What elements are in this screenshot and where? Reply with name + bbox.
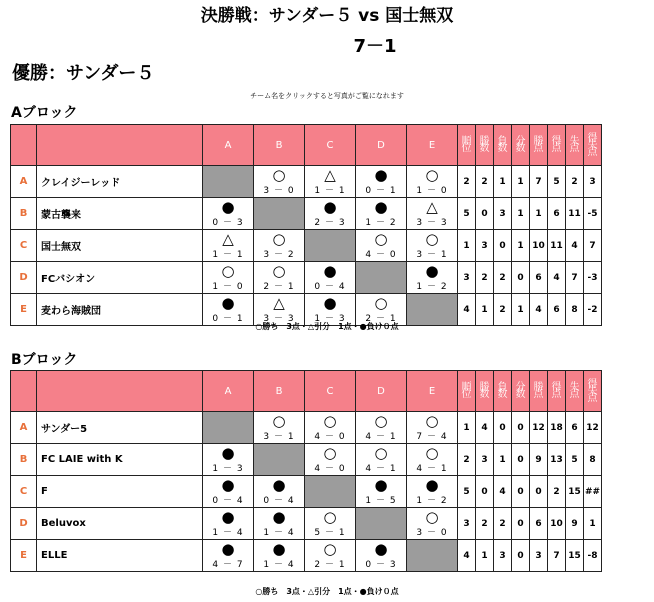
stat-cell: 11 — [548, 230, 566, 262]
result-score: 3 － 3 — [416, 218, 448, 228]
stat-cell: 1 — [512, 198, 530, 230]
stat-cell: 4 — [458, 540, 476, 572]
row-letter: B — [11, 444, 37, 476]
col-header-b: B — [254, 125, 305, 166]
result-symbol: ● — [272, 540, 286, 558]
self-match-cell — [407, 540, 458, 572]
result-score: 4 － 1 — [416, 464, 448, 474]
stat-cell: 10 — [548, 508, 566, 540]
stat-cell: 2 — [494, 294, 512, 326]
match-result-cell — [407, 198, 458, 230]
match-result-cell — [407, 444, 458, 476]
match-result-cell — [305, 166, 356, 198]
match-result-cell — [356, 294, 407, 326]
stat-header: 勝点 — [530, 371, 548, 412]
block-b-table — [10, 370, 602, 572]
col-header-c: C — [305, 371, 356, 412]
stat-cell: 4 — [494, 476, 512, 508]
stat-cell: 5 — [566, 444, 584, 476]
team-row — [11, 412, 602, 444]
row-letter: C — [11, 230, 37, 262]
block-b-legend: ○勝ち 3点・△引分 1点・●負け０点 — [255, 587, 399, 596]
result-score: 1 － 4 — [212, 528, 244, 538]
stat-header: 順位 — [458, 371, 476, 412]
result-score: 3 － 1 — [416, 250, 448, 260]
match-result-cell — [305, 540, 356, 572]
team-name-link[interactable]: ELLE — [41, 550, 68, 561]
result-score: 2 － 1 — [365, 314, 397, 324]
match-result-cell — [254, 262, 305, 294]
stat-cell: 1 — [512, 230, 530, 262]
result-symbol: ● — [221, 294, 235, 312]
stat-cell: 0 — [512, 262, 530, 294]
result-score: 3 － 2 — [263, 250, 295, 260]
stat-cell: 6 — [566, 412, 584, 444]
stat-cell: 4 — [476, 412, 494, 444]
stat-cell: 7 — [584, 230, 602, 262]
stat-cell: 3 — [494, 198, 512, 230]
stat-header: 失点 — [566, 125, 584, 166]
result-score: 0 － 3 — [212, 218, 244, 228]
match-result-cell — [203, 294, 254, 326]
result-score: 1 － 2 — [416, 282, 448, 292]
result-symbol: ● — [425, 476, 439, 494]
match-result-cell — [305, 294, 356, 326]
result-score: 2 － 1 — [263, 282, 295, 292]
team-name-cell — [37, 412, 203, 444]
result-symbol: ○ — [323, 412, 337, 430]
result-symbol: △ — [222, 230, 234, 248]
match-result-cell — [407, 508, 458, 540]
result-symbol: ● — [221, 444, 235, 462]
self-match-cell — [254, 198, 305, 230]
result-score: 1 － 3 — [212, 464, 244, 474]
result-score: 3 － 1 — [263, 432, 295, 442]
stat-cell: -2 — [584, 294, 602, 326]
result-score: 3 － 3 — [263, 314, 295, 324]
result-score: 0 － 4 — [212, 496, 244, 506]
match-result-cell — [305, 508, 356, 540]
stat-cell: 8 — [566, 294, 584, 326]
match-result-cell — [356, 166, 407, 198]
row-letter: A — [11, 412, 37, 444]
result-score: 2 － 1 — [314, 560, 346, 570]
team-name-cell — [37, 476, 203, 508]
result-score: 7 － 4 — [416, 432, 448, 442]
match-result-cell — [305, 412, 356, 444]
result-symbol: ● — [323, 262, 337, 280]
result-symbol: ○ — [272, 262, 286, 280]
result-symbol: ○ — [272, 412, 286, 430]
stat-cell: 6 — [548, 294, 566, 326]
stat-cell: 3 — [494, 540, 512, 572]
self-match-cell — [203, 412, 254, 444]
team-name-link[interactable]: 蒙古襲来 — [41, 210, 81, 221]
stat-cell: 2 — [476, 508, 494, 540]
stat-cell: 5 — [458, 198, 476, 230]
result-score: 4 － 0 — [365, 250, 397, 260]
stat-cell: 12 — [584, 412, 602, 444]
stat-cell: 8 — [584, 444, 602, 476]
header-row — [11, 125, 602, 166]
stat-cell: 1 — [512, 294, 530, 326]
team-name-link[interactable]: クレイジーレッド — [41, 178, 121, 189]
stat-cell: 1 — [494, 444, 512, 476]
team-row — [11, 508, 602, 540]
stat-cell: 3 — [458, 508, 476, 540]
stat-header: 得失点 — [584, 125, 602, 166]
stat-cell: 3 — [476, 230, 494, 262]
result-score: 4 － 0 — [314, 432, 346, 442]
self-match-cell — [305, 476, 356, 508]
stat-cell: 1 — [512, 166, 530, 198]
header-corner — [11, 371, 37, 412]
result-score: 1 － 2 — [416, 496, 448, 506]
stat-cell: 1 — [584, 508, 602, 540]
result-symbol: ● — [221, 540, 235, 558]
stat-cell: 2 — [494, 508, 512, 540]
stat-cell: 1 — [530, 198, 548, 230]
result-score: 0 － 1 — [365, 186, 397, 196]
final-score: 7－1 — [353, 36, 397, 57]
team-name-cell — [37, 294, 203, 326]
result-symbol: ● — [323, 294, 337, 312]
stat-header: 得点 — [548, 125, 566, 166]
stat-header: 失点 — [566, 371, 584, 412]
header-row — [11, 371, 602, 412]
stat-cell: 0 — [494, 412, 512, 444]
result-symbol: ○ — [425, 412, 439, 430]
match-result-cell — [407, 412, 458, 444]
result-symbol: ● — [272, 508, 286, 526]
team-name-link[interactable]: 国士無双 — [41, 242, 81, 253]
result-score: 2 － 3 — [314, 218, 346, 228]
result-score: 1 － 1 — [314, 186, 346, 196]
result-symbol: ● — [221, 508, 235, 526]
match-result-cell — [407, 476, 458, 508]
stat-cell: 15 — [566, 476, 584, 508]
result-symbol: △ — [273, 294, 285, 312]
team-row — [11, 444, 602, 476]
row-letter: D — [11, 508, 37, 540]
result-symbol: ● — [323, 198, 337, 216]
col-header-b: B — [254, 371, 305, 412]
result-score: 1 － 2 — [365, 218, 397, 228]
team-row — [11, 198, 602, 230]
stat-cell: 2 — [458, 444, 476, 476]
stat-cell: -3 — [584, 262, 602, 294]
result-score: 4 － 1 — [365, 432, 397, 442]
stat-cell: 2 — [476, 262, 494, 294]
result-score: 4 － 1 — [365, 464, 397, 474]
stat-cell: 2 — [476, 166, 494, 198]
result-symbol: ● — [272, 476, 286, 494]
result-symbol: ○ — [425, 166, 439, 184]
stat-cell: 10 — [530, 230, 548, 262]
match-result-cell — [407, 230, 458, 262]
stat-cell: 9 — [530, 444, 548, 476]
stat-cell: 1 — [458, 412, 476, 444]
stat-cell: -8 — [584, 540, 602, 572]
self-match-cell — [356, 262, 407, 294]
stat-cell: 2 — [548, 476, 566, 508]
stat-cell: 0 — [512, 508, 530, 540]
block-a-table — [10, 124, 602, 326]
match-result-cell — [254, 230, 305, 262]
result-symbol: ● — [374, 540, 388, 558]
match-result-cell — [407, 166, 458, 198]
match-result-cell — [254, 540, 305, 572]
stat-header: 勝数 — [476, 371, 494, 412]
stat-cell: 5 — [548, 166, 566, 198]
page-title: 決勝戦：サンダー５ vs 国士無双 — [200, 6, 454, 26]
match-result-cell — [203, 540, 254, 572]
result-score: 4 － 0 — [314, 464, 346, 474]
col-header-e: E — [407, 125, 458, 166]
row-letter: A — [11, 166, 37, 198]
stat-cell: 6 — [530, 508, 548, 540]
team-name-cell — [37, 166, 203, 198]
result-score: 4 － 7 — [212, 560, 244, 570]
result-symbol: ○ — [221, 262, 235, 280]
match-result-cell — [356, 412, 407, 444]
stat-cell: 3 — [530, 540, 548, 572]
row-letter: D — [11, 262, 37, 294]
team-row — [11, 262, 602, 294]
stat-cell: 1 — [476, 540, 494, 572]
match-result-cell — [254, 166, 305, 198]
stat-cell: 7 — [566, 262, 584, 294]
match-result-cell — [407, 262, 458, 294]
stat-header: 勝点 — [530, 125, 548, 166]
self-match-cell — [254, 444, 305, 476]
team-name-cell — [37, 262, 203, 294]
stat-header: 順位 — [458, 125, 476, 166]
block-a-title: Aブロック — [11, 105, 78, 121]
team-name-link[interactable]: F — [41, 486, 48, 497]
result-score: 3 － 0 — [263, 186, 295, 196]
stat-cell: 0 — [512, 476, 530, 508]
match-result-cell — [203, 262, 254, 294]
col-header-d: D — [356, 371, 407, 412]
stat-cell: 2 — [566, 166, 584, 198]
self-match-cell — [356, 508, 407, 540]
match-result-cell — [356, 198, 407, 230]
team-name-link[interactable]: Beluvox — [41, 518, 86, 529]
stat-cell: 2 — [494, 262, 512, 294]
stat-cell: -5 — [584, 198, 602, 230]
stat-cell: 5 — [458, 476, 476, 508]
team-row — [11, 166, 602, 198]
team-name-cell — [37, 508, 203, 540]
team-row — [11, 476, 602, 508]
stat-cell: 18 — [548, 412, 566, 444]
header-corner — [11, 125, 37, 166]
match-result-cell — [305, 444, 356, 476]
match-result-cell — [203, 230, 254, 262]
result-score: 1 － 0 — [416, 186, 448, 196]
stat-cell: 4 — [548, 262, 566, 294]
stat-header: 得点 — [548, 371, 566, 412]
result-score: 0 － 4 — [263, 496, 295, 506]
team-name-link[interactable]: 麦わら海賊団 — [41, 306, 101, 317]
result-symbol: ○ — [374, 294, 388, 312]
result-symbol: ● — [425, 262, 439, 280]
result-symbol: ○ — [425, 230, 439, 248]
self-match-cell — [305, 230, 356, 262]
stat-cell: 1 — [458, 230, 476, 262]
stat-cell: 3 — [458, 262, 476, 294]
row-letter: C — [11, 476, 37, 508]
match-result-cell — [305, 262, 356, 294]
result-score: 0 － 4 — [314, 282, 346, 292]
team-name-link[interactable]: サンダー5 — [41, 424, 88, 435]
result-symbol: ○ — [323, 508, 337, 526]
result-score: 0 － 1 — [212, 314, 244, 324]
stat-cell: 4 — [566, 230, 584, 262]
stat-header: 分数 — [512, 371, 530, 412]
match-result-cell — [203, 198, 254, 230]
result-symbol: ● — [374, 166, 388, 184]
stat-header: 得失点 — [584, 371, 602, 412]
team-name-link[interactable]: FCバシオン — [41, 274, 96, 285]
result-score: 3 － 0 — [416, 528, 448, 538]
row-letter: B — [11, 198, 37, 230]
winner-heading: 優勝：サンダー５ — [12, 63, 155, 84]
match-result-cell — [254, 412, 305, 444]
block-a-legend: ○勝ち 3点・△引分 1点・●負け０点 — [255, 322, 399, 331]
stat-cell: 6 — [530, 262, 548, 294]
result-symbol: △ — [324, 166, 336, 184]
match-result-cell — [254, 508, 305, 540]
result-score: 5 － 1 — [314, 528, 346, 538]
stat-header: 負数 — [494, 125, 512, 166]
col-header-a: A — [203, 125, 254, 166]
stat-cell: 2 — [458, 166, 476, 198]
result-symbol: △ — [426, 198, 438, 216]
instruction-note: チーム名をクリックすると写真がご覧になれます — [250, 92, 404, 100]
header-team-col — [37, 371, 203, 412]
stat-cell: 1 — [476, 294, 494, 326]
result-score: 1 － 0 — [212, 282, 244, 292]
stat-cell: 0 — [476, 198, 494, 230]
result-symbol: ● — [221, 476, 235, 494]
result-symbol: ○ — [272, 166, 286, 184]
stat-cell: 11 — [566, 198, 584, 230]
stat-cell: 0 — [476, 476, 494, 508]
stat-cell: ## — [584, 476, 602, 508]
result-symbol: ○ — [374, 230, 388, 248]
stat-cell: 15 — [566, 540, 584, 572]
result-symbol: ● — [374, 198, 388, 216]
match-result-cell — [305, 198, 356, 230]
match-result-cell — [203, 508, 254, 540]
stat-cell: 0 — [494, 230, 512, 262]
result-symbol: ○ — [374, 412, 388, 430]
self-match-cell — [203, 166, 254, 198]
col-header-c: C — [305, 125, 356, 166]
result-symbol: ○ — [272, 230, 286, 248]
stat-cell: 0 — [512, 444, 530, 476]
match-result-cell — [356, 540, 407, 572]
result-symbol: ● — [221, 198, 235, 216]
stat-cell: 4 — [530, 294, 548, 326]
result-symbol: ○ — [374, 444, 388, 462]
col-header-e: E — [407, 371, 458, 412]
col-header-a: A — [203, 371, 254, 412]
team-name-cell — [37, 444, 203, 476]
stat-cell: 4 — [458, 294, 476, 326]
stat-cell: 0 — [512, 412, 530, 444]
result-score: 1 － 4 — [263, 560, 295, 570]
stat-cell: 13 — [548, 444, 566, 476]
stat-cell: 0 — [530, 476, 548, 508]
stat-cell: 3 — [476, 444, 494, 476]
result-symbol: ○ — [323, 444, 337, 462]
team-row — [11, 294, 602, 326]
result-symbol: ○ — [425, 444, 439, 462]
team-name-link[interactable]: FC LAIE with K — [41, 454, 123, 465]
team-row — [11, 230, 602, 262]
stat-cell: 9 — [566, 508, 584, 540]
match-result-cell — [356, 444, 407, 476]
match-result-cell — [203, 476, 254, 508]
result-score: 1 － 3 — [314, 314, 346, 324]
match-result-cell — [254, 294, 305, 326]
stat-header: 勝数 — [476, 125, 494, 166]
team-name-cell — [37, 198, 203, 230]
result-symbol: ○ — [425, 508, 439, 526]
row-letter: E — [11, 294, 37, 326]
stat-header: 分数 — [512, 125, 530, 166]
match-result-cell — [356, 476, 407, 508]
block-b-title: Bブロック — [11, 352, 78, 368]
result-score: 1 － 1 — [212, 250, 244, 260]
header-team-col — [37, 125, 203, 166]
result-symbol: ● — [374, 476, 388, 494]
match-result-cell — [203, 444, 254, 476]
stat-cell: 12 — [530, 412, 548, 444]
match-result-cell — [254, 476, 305, 508]
stat-cell: 1 — [494, 166, 512, 198]
row-letter: E — [11, 540, 37, 572]
self-match-cell — [407, 294, 458, 326]
stat-header: 負数 — [494, 371, 512, 412]
result-symbol: ○ — [323, 540, 337, 558]
result-score: 1 － 5 — [365, 496, 397, 506]
team-row — [11, 540, 602, 572]
team-name-cell — [37, 540, 203, 572]
team-name-cell — [37, 230, 203, 262]
stat-cell: 7 — [548, 540, 566, 572]
result-score: 1 － 4 — [263, 528, 295, 538]
result-score: 0 － 3 — [365, 560, 397, 570]
stat-cell: 7 — [530, 166, 548, 198]
match-result-cell — [356, 230, 407, 262]
col-header-d: D — [356, 125, 407, 166]
stat-cell: 3 — [584, 166, 602, 198]
stat-cell: 6 — [548, 198, 566, 230]
stat-cell: 0 — [512, 540, 530, 572]
